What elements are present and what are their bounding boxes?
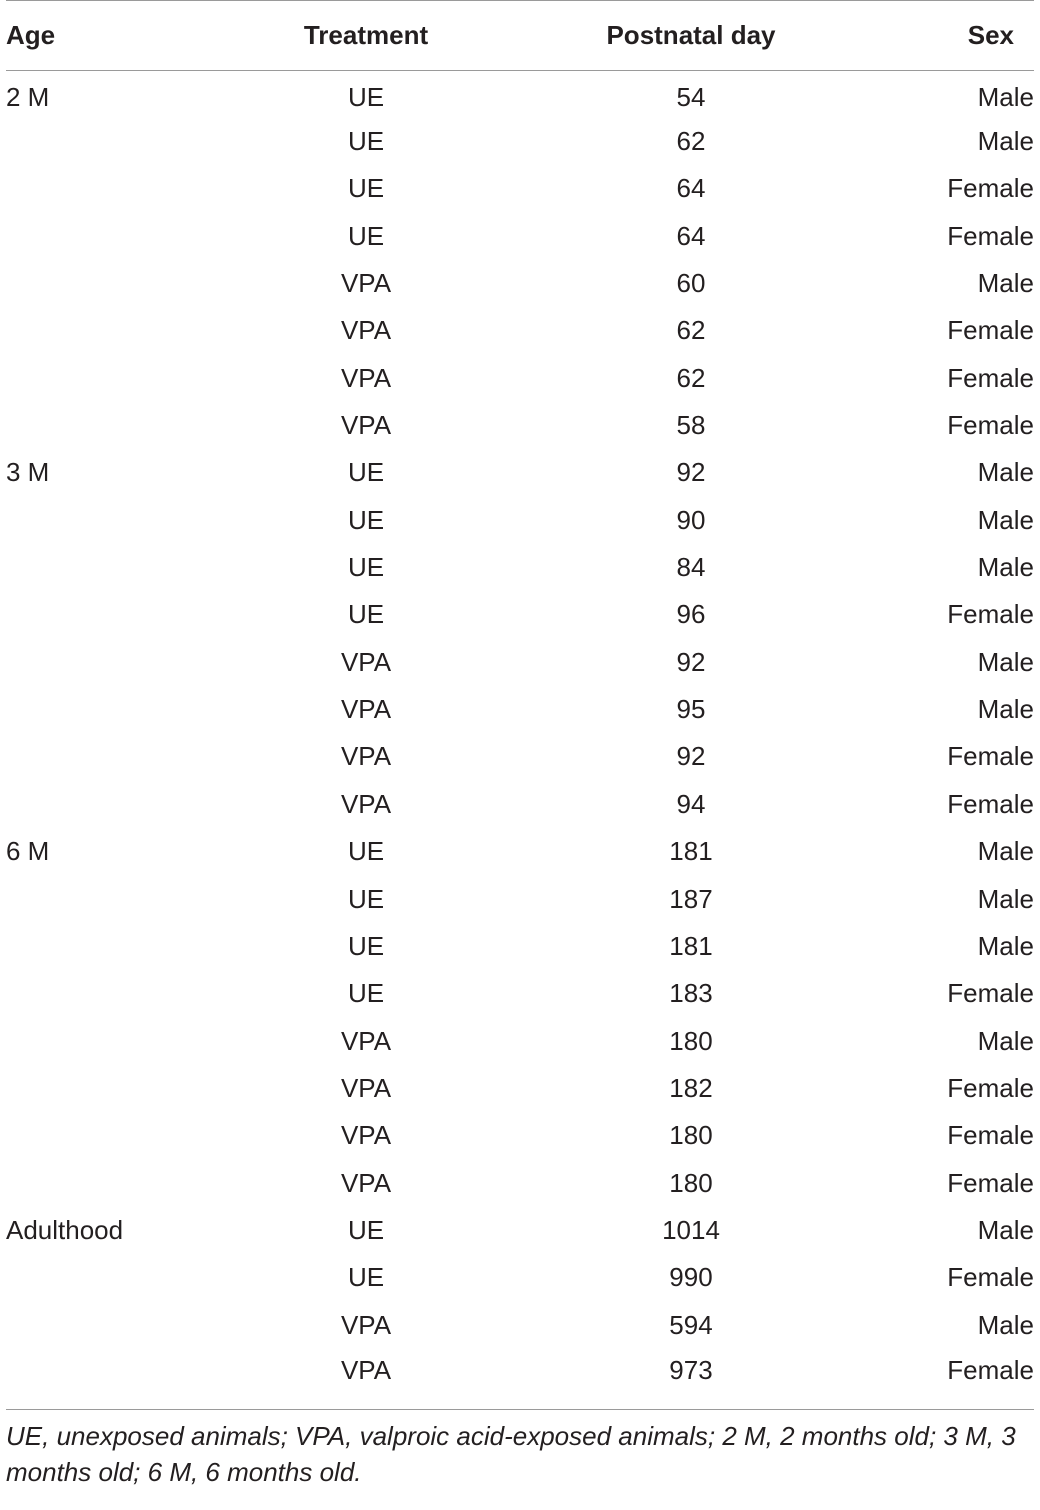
cell-treatment: VPA xyxy=(340,1167,392,1198)
cell-age xyxy=(6,497,216,544)
cell-postnatal-day: 92 xyxy=(676,457,706,488)
cell-treatment: UE xyxy=(347,552,385,583)
cell-age xyxy=(6,1112,216,1159)
cell-sex: Female xyxy=(947,315,1034,346)
table-row xyxy=(6,165,1034,212)
cell-age xyxy=(6,213,216,260)
cell-postnatal-day: 187 xyxy=(669,883,713,914)
cell-treatment: UE xyxy=(347,1214,385,1245)
cell-treatment: VPA xyxy=(340,1309,392,1340)
table-row xyxy=(6,544,1034,591)
cell-postnatal-day: 594 xyxy=(669,1309,713,1340)
cell-sex: Female xyxy=(947,1120,1034,1151)
cell-treatment: VPA xyxy=(340,694,392,725)
cell-postnatal-day: 62 xyxy=(676,126,706,157)
table-row xyxy=(6,1301,1034,1348)
cell-treatment: VPA xyxy=(340,1025,392,1056)
table-row xyxy=(6,355,1034,402)
cell-postnatal-day: 90 xyxy=(676,504,706,535)
cell-age xyxy=(6,591,216,638)
cell-postnatal-day: 990 xyxy=(669,1262,713,1293)
cell-sex: Male xyxy=(977,552,1034,583)
cell-postnatal-day: 180 xyxy=(669,1167,713,1198)
cell-age xyxy=(6,260,216,307)
cell-age xyxy=(6,165,216,212)
table-footnote: UE, unexposed animals; VPA, valproic acid-exposed animals; 2 M, 2 months old; 3 M, 3 months old; 6 M, 6 months old. xyxy=(6,1409,1034,1490)
table-row xyxy=(6,970,1034,1017)
cell-age xyxy=(6,355,216,402)
cell-sex: Male xyxy=(977,457,1034,488)
table-row xyxy=(6,639,1034,686)
cell-treatment: UE xyxy=(347,504,385,535)
header-row xyxy=(6,1,1034,71)
animal-age-table xyxy=(6,0,1034,1409)
data-table-container xyxy=(6,0,1040,1490)
cell-treatment: UE xyxy=(347,930,385,961)
table-row xyxy=(6,118,1034,165)
cell-sex: Male xyxy=(977,883,1034,914)
cell-postnatal-day: 180 xyxy=(669,1025,713,1056)
cell-age: 2 M xyxy=(6,81,50,112)
table-row xyxy=(6,1159,1034,1206)
table-row xyxy=(6,1349,1034,1409)
cell-treatment: UE xyxy=(347,883,385,914)
table-row xyxy=(6,781,1034,828)
header-treatment: Treatment xyxy=(216,1,516,71)
cell-postnatal-day: 64 xyxy=(676,173,706,204)
cell-treatment: UE xyxy=(347,457,385,488)
cell-age: Adulthood xyxy=(6,1214,124,1245)
cell-age xyxy=(6,875,216,922)
cell-postnatal-day: 180 xyxy=(669,1120,713,1151)
cell-sex: Female xyxy=(947,1262,1034,1293)
cell-treatment: UE xyxy=(347,1262,385,1293)
cell-sex: Male xyxy=(977,836,1034,867)
cell-postnatal-day: 58 xyxy=(676,410,706,441)
cell-postnatal-day: 84 xyxy=(676,552,706,583)
table-row xyxy=(6,733,1034,780)
cell-postnatal-day: 181 xyxy=(669,930,713,961)
cell-age xyxy=(6,1065,216,1112)
cell-postnatal-day: 183 xyxy=(669,978,713,1009)
cell-treatment: VPA xyxy=(340,1120,392,1151)
cell-age xyxy=(6,639,216,686)
cell-treatment: VPA xyxy=(340,741,392,772)
cell-treatment: UE xyxy=(347,599,385,630)
cell-age xyxy=(6,686,216,733)
header-age: Age xyxy=(6,1,216,71)
cell-sex: Male xyxy=(977,81,1034,112)
cell-sex: Male xyxy=(977,504,1034,535)
cell-treatment: UE xyxy=(347,836,385,867)
header-postnatal-day: Postnatal day xyxy=(516,1,866,71)
cell-treatment: VPA xyxy=(340,315,392,346)
cell-age xyxy=(6,970,216,1017)
cell-age xyxy=(6,923,216,970)
cell-sex: Male xyxy=(977,694,1034,725)
cell-age xyxy=(6,1254,216,1301)
cell-sex: Female xyxy=(947,599,1034,630)
cell-postnatal-day: 92 xyxy=(676,741,706,772)
cell-age xyxy=(6,402,216,449)
cell-postnatal-day: 62 xyxy=(676,362,706,393)
cell-age xyxy=(6,544,216,591)
cell-postnatal-day: 92 xyxy=(676,646,706,677)
cell-sex: Female xyxy=(947,410,1034,441)
table-row xyxy=(6,1112,1034,1159)
cell-postnatal-day: 64 xyxy=(676,220,706,251)
table-row xyxy=(6,497,1034,544)
cell-sex: Male xyxy=(977,126,1034,157)
table-row xyxy=(6,71,1034,118)
cell-sex: Female xyxy=(947,788,1034,819)
cell-age: 6 M xyxy=(6,836,50,867)
cell-sex: Female xyxy=(947,978,1034,1009)
cell-treatment: UE xyxy=(347,126,385,157)
table-row xyxy=(6,1207,1034,1254)
cell-age: 3 M xyxy=(6,457,50,488)
cell-sex: Female xyxy=(947,1167,1034,1198)
table-row xyxy=(6,1254,1034,1301)
cell-treatment: UE xyxy=(347,220,385,251)
cell-sex: Female xyxy=(947,220,1034,251)
cell-treatment: UE xyxy=(347,81,385,112)
cell-treatment: VPA xyxy=(340,362,392,393)
table-header xyxy=(6,1,1034,71)
cell-postnatal-day: 60 xyxy=(676,268,706,299)
table-row xyxy=(6,828,1034,875)
cell-treatment: VPA xyxy=(340,268,392,299)
cell-treatment: VPA xyxy=(340,788,392,819)
cell-age xyxy=(6,1301,216,1348)
cell-age xyxy=(6,118,216,165)
cell-age xyxy=(6,1159,216,1206)
cell-treatment: VPA xyxy=(340,1072,392,1103)
table-row xyxy=(6,449,1034,496)
cell-sex: Male xyxy=(977,1025,1034,1056)
cell-treatment: VPA xyxy=(340,646,392,677)
cell-sex: Female xyxy=(947,1355,1034,1386)
cell-postnatal-day: 182 xyxy=(669,1072,713,1103)
cell-postnatal-day: 94 xyxy=(676,788,706,819)
cell-postnatal-day: 95 xyxy=(676,694,706,725)
table-row xyxy=(6,260,1034,307)
cell-age xyxy=(6,781,216,828)
table-row xyxy=(6,307,1034,354)
table-row xyxy=(6,875,1034,922)
cell-sex: Female xyxy=(947,173,1034,204)
cell-postnatal-day: 181 xyxy=(669,836,713,867)
cell-postnatal-day: 96 xyxy=(676,599,706,630)
table-row xyxy=(6,591,1034,638)
table-row xyxy=(6,1017,1034,1064)
table-row xyxy=(6,1065,1034,1112)
table-row xyxy=(6,402,1034,449)
header-sex: Sex xyxy=(866,1,1034,71)
cell-age xyxy=(6,307,216,354)
table-body xyxy=(6,71,1034,1409)
cell-sex: Male xyxy=(977,930,1034,961)
cell-postnatal-day: 1014 xyxy=(662,1214,720,1245)
cell-age xyxy=(6,1349,216,1409)
table-row xyxy=(6,213,1034,260)
cell-treatment: UE xyxy=(347,978,385,1009)
cell-sex: Female xyxy=(947,362,1034,393)
cell-sex: Male xyxy=(977,268,1034,299)
cell-sex: Male xyxy=(977,1214,1034,1245)
table-row xyxy=(6,686,1034,733)
cell-sex: Female xyxy=(947,1072,1034,1103)
cell-sex: Male xyxy=(977,646,1034,677)
cell-age xyxy=(6,1017,216,1064)
cell-sex: Male xyxy=(977,1309,1034,1340)
cell-age xyxy=(6,733,216,780)
cell-sex: Female xyxy=(947,741,1034,772)
table-row xyxy=(6,923,1034,970)
cell-treatment: UE xyxy=(347,173,385,204)
cell-postnatal-day: 62 xyxy=(676,315,706,346)
cell-treatment: VPA xyxy=(340,410,392,441)
cell-treatment: VPA xyxy=(340,1355,392,1386)
cell-postnatal-day: 54 xyxy=(676,81,706,112)
cell-postnatal-day: 973 xyxy=(669,1355,713,1386)
